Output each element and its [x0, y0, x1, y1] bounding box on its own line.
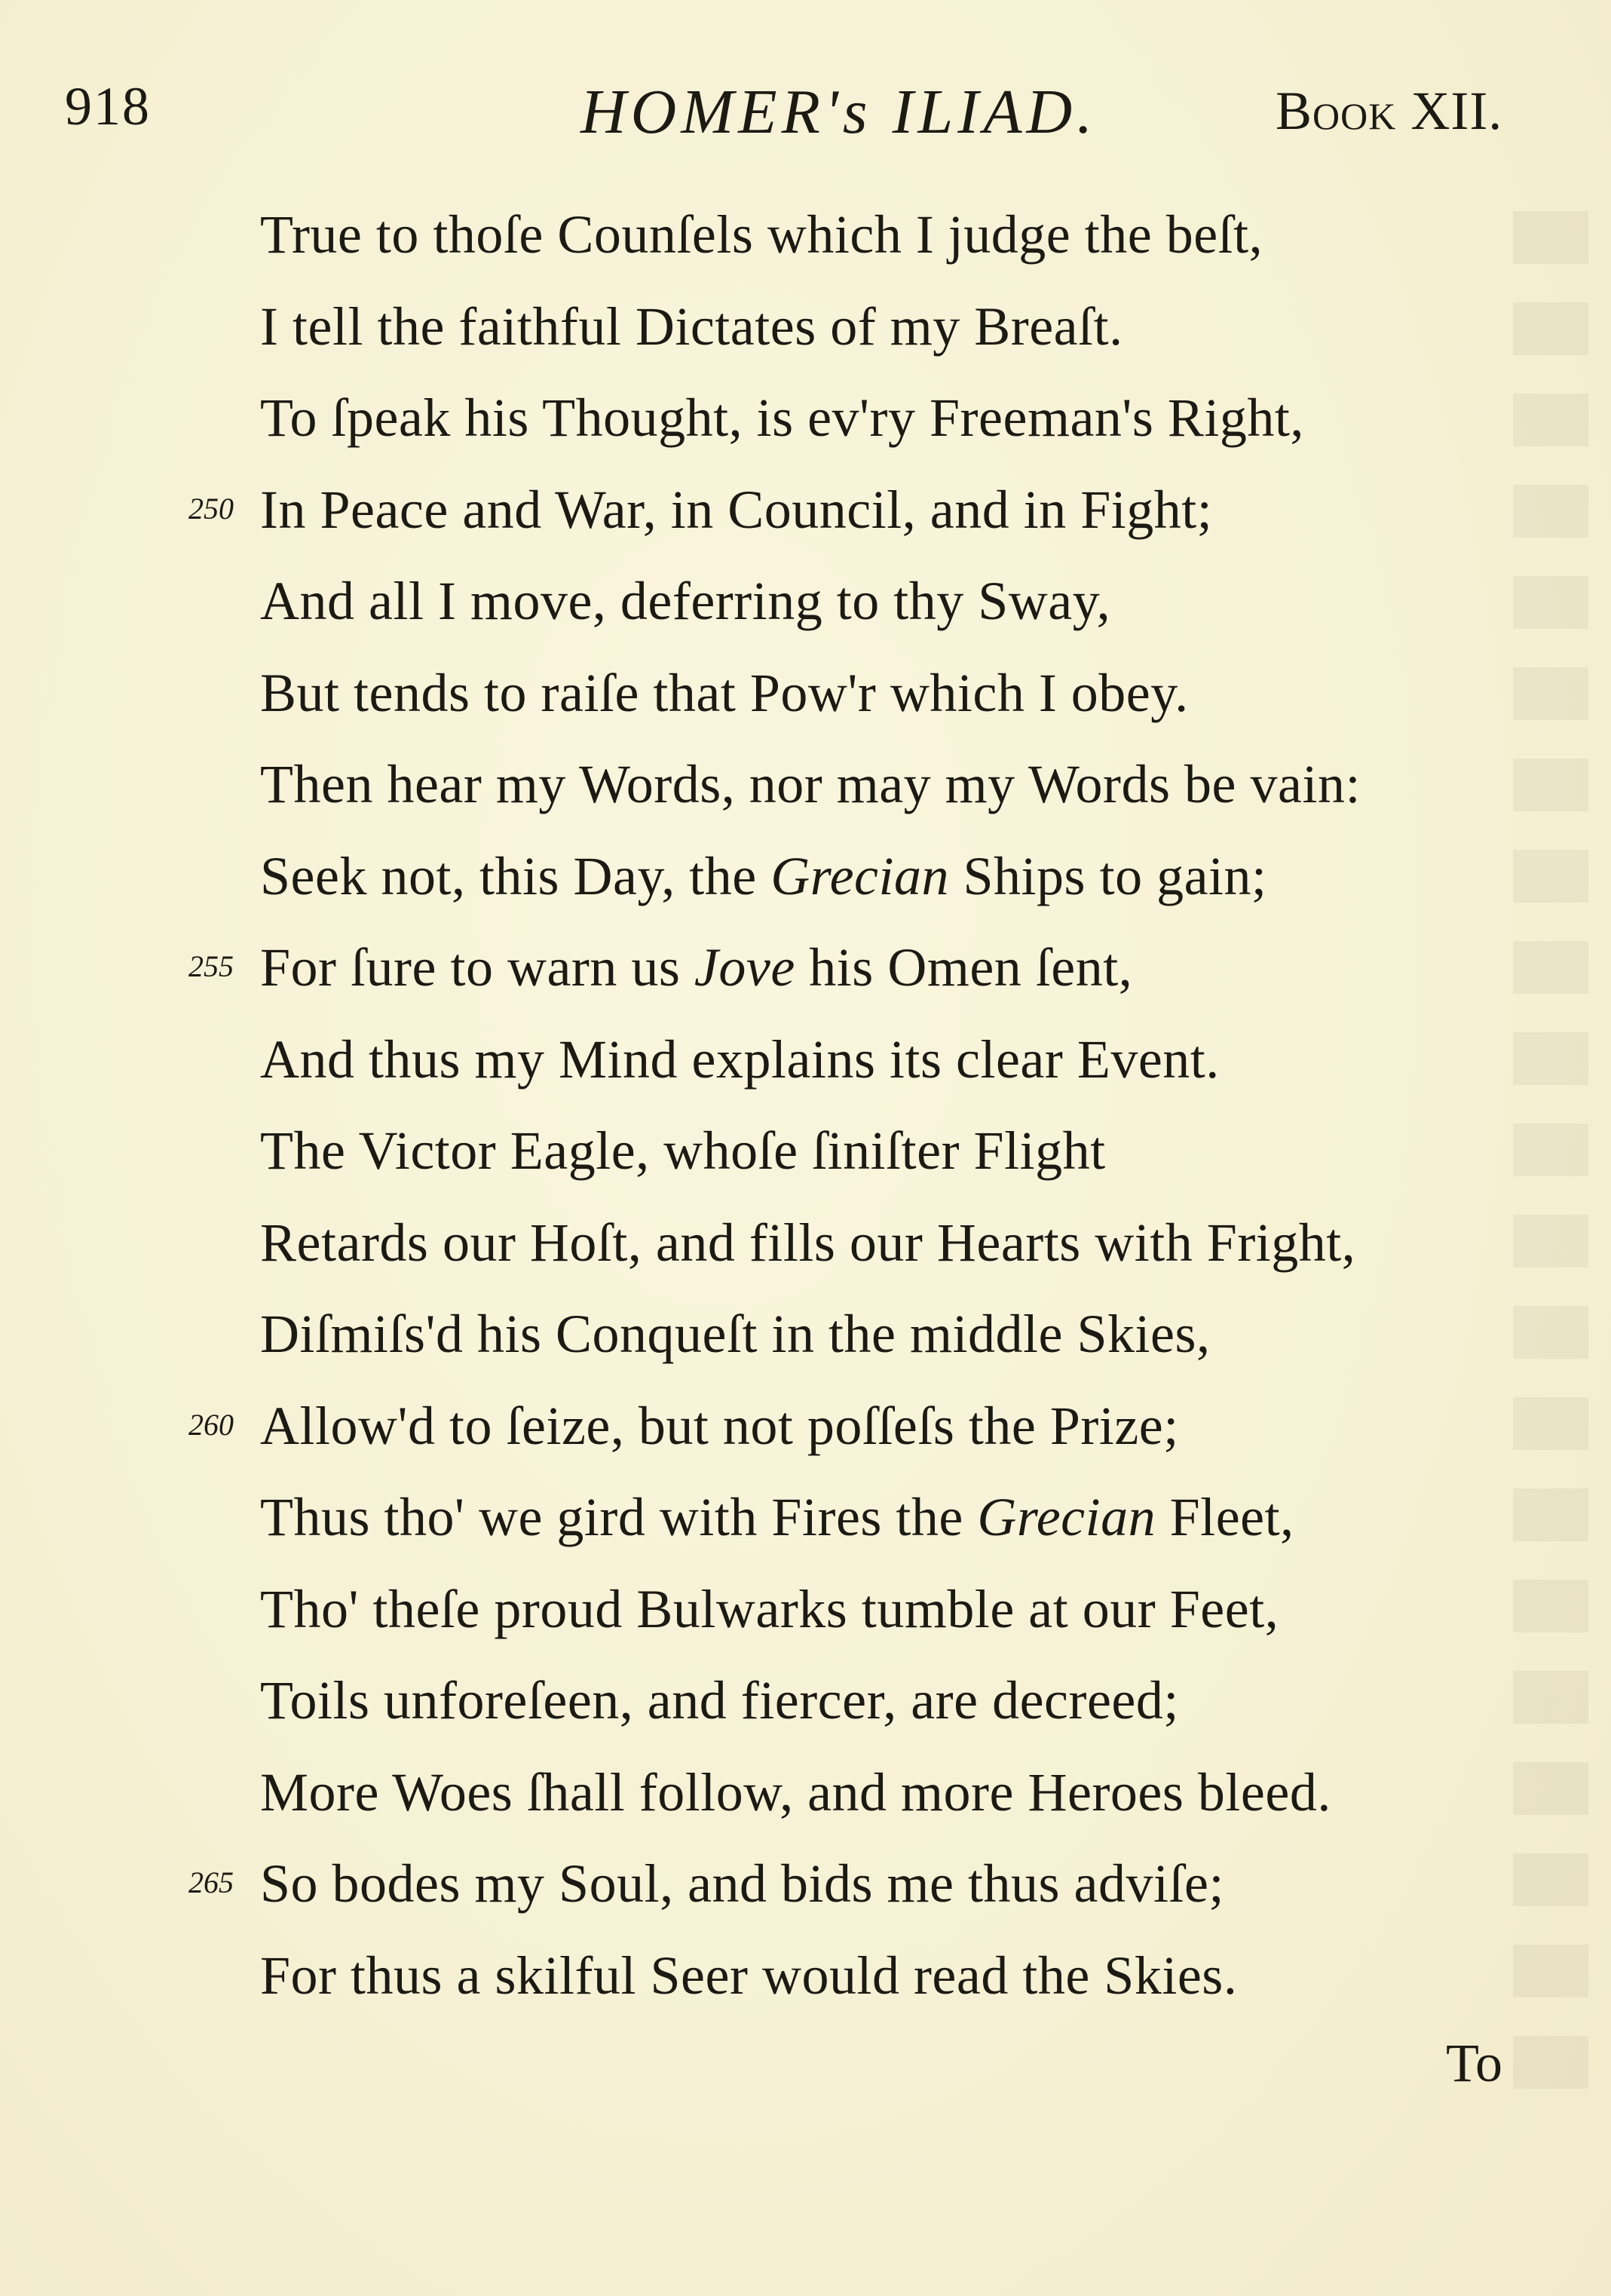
- verse-text: Diſmiſs'd his Conqueſt in the middle Skies,: [260, 1304, 1211, 1364]
- verse-text: Tho' theſe proud Bulwarks tumble at our Feet,: [260, 1578, 1279, 1639]
- verse-text-pre: For ſure to warn us: [260, 937, 694, 998]
- book-label: Book XII.: [1276, 81, 1503, 141]
- verse-text: The Victor Eagle, whoſe ſiniſter Flight: [260, 1120, 1106, 1181]
- verse-text-italic: Jove: [694, 937, 795, 998]
- verse-text: So bodes my Soul, and bids me thus adviſe;: [260, 1853, 1224, 1914]
- verse-text: [260, 1486, 1294, 1549]
- verse-line: [0, 570, 1611, 662]
- verse-line: [0, 296, 1611, 388]
- verse-text-pre: Seek not, this Day, the: [260, 845, 771, 906]
- line-number: 260: [188, 1407, 234, 1442]
- verse-text: And all I move, deferring to thy Sway,: [260, 571, 1111, 631]
- line-number: 250: [188, 491, 234, 526]
- verse-line: [0, 1853, 1611, 1945]
- verse-line: [0, 1212, 1611, 1304]
- verse-line: [0, 1669, 1611, 1761]
- verse-text: But tends to raiſe that Pow'r which I obey.: [260, 662, 1189, 723]
- verse-text: [260, 936, 1132, 999]
- verse-text-italic: Grecian: [770, 845, 949, 906]
- verse-text-post: Fleet,: [1156, 1487, 1294, 1547]
- verse-line: [0, 753, 1611, 845]
- verse-text-post: his Omen ſent,: [795, 937, 1133, 998]
- verse-text-pre: Thus tho' we gird with Fires the: [260, 1487, 978, 1547]
- verse-text: And thus my Mind explains its clear Event.: [260, 1028, 1220, 1090]
- verse-text-post: Ships to gain;: [949, 845, 1267, 906]
- verse-line: [0, 936, 1611, 1028]
- line-number: 255: [188, 949, 234, 983]
- verse-text: Allow'd to ſeize, but not poſſeſs the Prize;: [260, 1395, 1179, 1456]
- verse-text: [260, 845, 1267, 908]
- line-number: 265: [188, 1865, 234, 1899]
- catchword: To: [1446, 2033, 1502, 2093]
- verse-line: [0, 845, 1611, 937]
- verse-text: Toils unforeſeen, and fiercer, are decreed;: [260, 1670, 1179, 1730]
- verse-line: [0, 204, 1611, 296]
- verse-line: [0, 1395, 1611, 1487]
- verse-text: Retards our Hoſt, and fills our Hearts with Fright,: [260, 1212, 1356, 1273]
- verse-text: I tell the faithful Dictates of my Breaſt.: [260, 296, 1123, 357]
- page-number: 918: [65, 76, 151, 136]
- verse-line: [0, 1120, 1611, 1212]
- verse-line: [0, 662, 1611, 754]
- verse-line: [0, 387, 1611, 479]
- verse-text: More Woes ſhall follow, and more Heroes bleed.: [260, 1761, 1331, 1822]
- verse-line: [0, 1945, 1611, 2037]
- verse-line: [0, 1578, 1611, 1670]
- poem-body: [0, 204, 1611, 2036]
- verse-line: [0, 1761, 1611, 1853]
- verse-line: [0, 479, 1611, 571]
- verse-text: Then hear my Words, nor may my Words be vain:: [260, 754, 1361, 814]
- verse-text: True to thoſe Counſels which I judge the beſt,: [260, 204, 1263, 265]
- page-header: [0, 75, 1611, 158]
- verse-text: In Peace and War, in Council, and in Fight;: [260, 479, 1213, 540]
- verse-text: For thus a skilful Seer would read the Skies.: [260, 1945, 1238, 2006]
- verse-line: [0, 1028, 1611, 1120]
- verse-text: To ſpeak his Thought, is ev'ry Freeman's Right,: [260, 388, 1304, 448]
- verse-line: [0, 1486, 1611, 1578]
- verse-text-italic: Grecian: [977, 1487, 1156, 1547]
- running-title: HOMER's ILIAD.: [580, 77, 1098, 147]
- verse-line: [0, 1303, 1611, 1395]
